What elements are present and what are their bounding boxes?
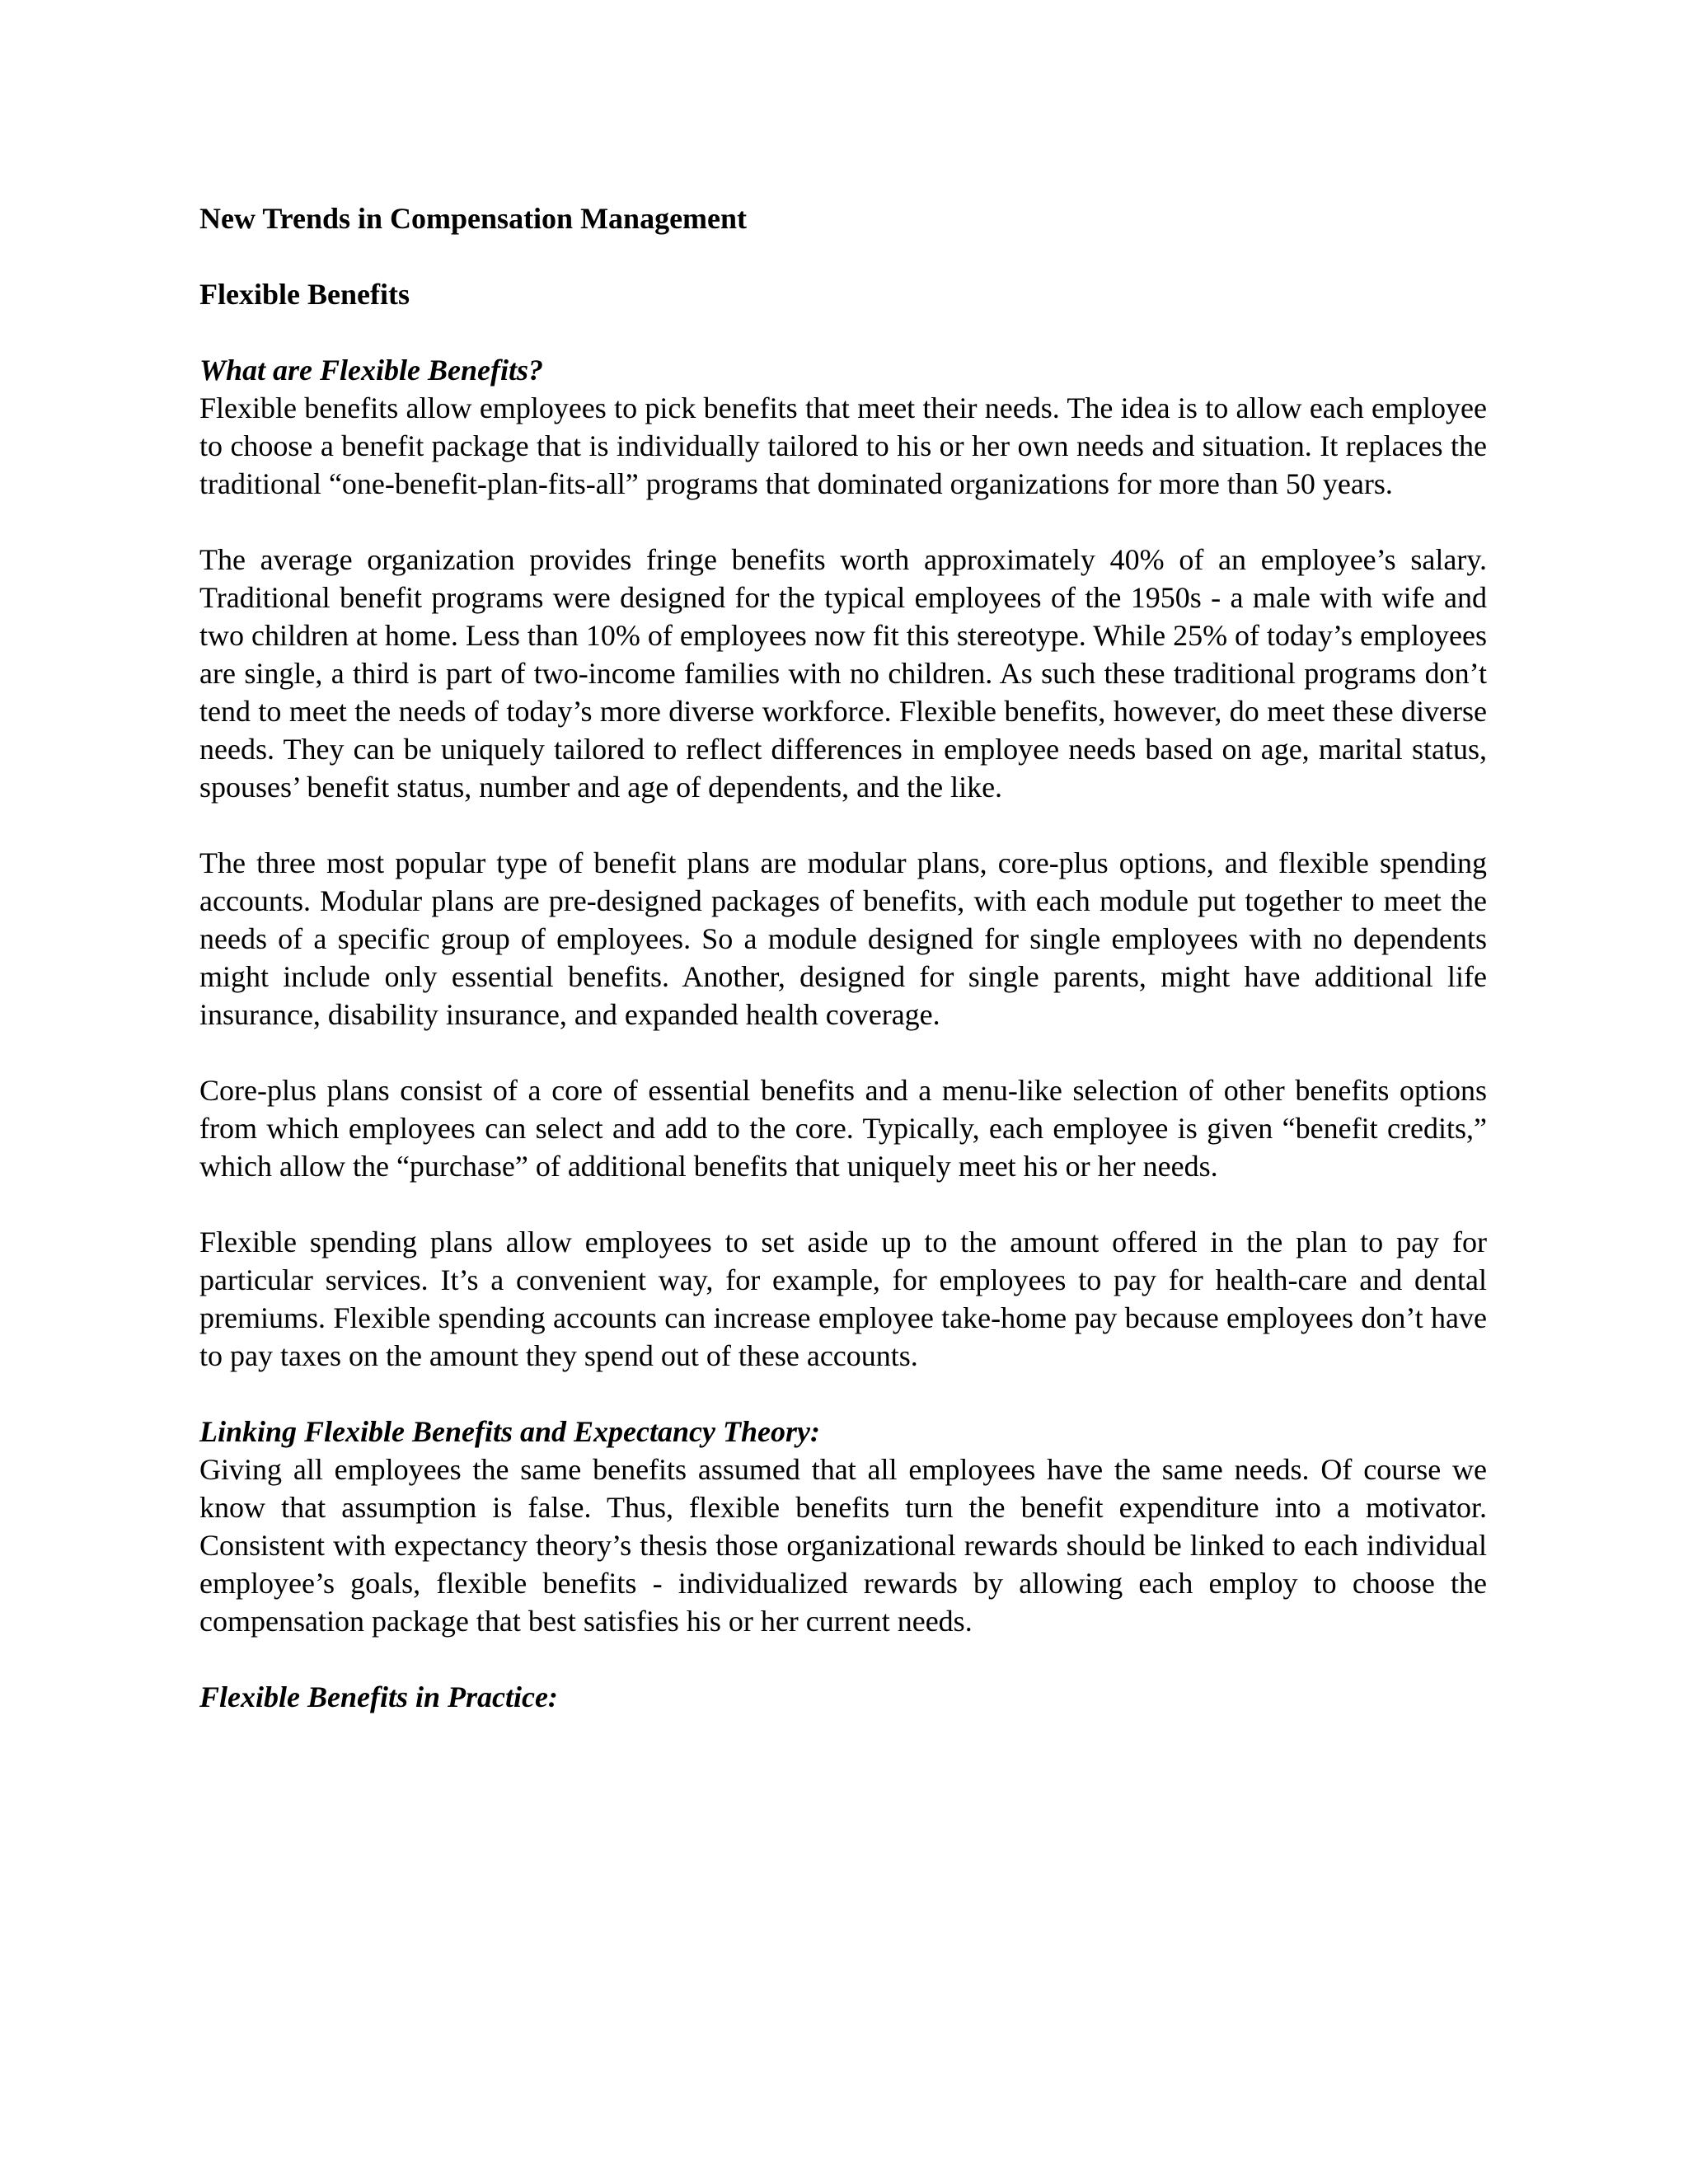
document-body	[199, 199, 1487, 1716]
paragraph: The three most popular type of benefit plans are modular plans, core-plus options, and flexible spending accounts. Modular plans are pre-designed packages of benefits, with each module put together to meet the needs of a specific group of employees. So a module designed for single employees with no dependents might include only essential benefits. Another, designed for single parents, might have additional life insurance, disability insurance, and expanded health coverage.	[199, 846, 1487, 1031]
paragraph: Core-plus plans consist of a core of essential benefits and a menu-like selection of other benefits options from which employees can select and add to the core. Typically, each employee is given “benefit credits,” which allow the “purchase” of additional benefits that uniquely meet his or her needs.	[199, 1074, 1487, 1183]
page-title: New Trends in Compensation Management	[199, 202, 748, 235]
subheading-linking-expectancy-theory: Linking Flexible Benefits and Expectancy Theory:	[199, 1415, 820, 1448]
section-title: Flexible Benefits	[199, 278, 410, 311]
subheading-flexible-benefits-in-practice: Flexible Benefits in Practice:	[199, 1680, 558, 1713]
paragraph: Flexible spending plans allow employees to set aside up to the amount offered in the plan to pay for particular services. It’s a convenient way, for example, for employees to pay for health-care and dental premiums. Flexible spending accounts can increase employee take-home pay because employees don’t have to pay taxes on the amount they spend out of these accounts.	[199, 1226, 1487, 1372]
paragraph: Flexible benefits allow employees to pick benefits that meet their needs. The idea is to allow each employee to choose a benefit package that is individually tailored to his or her own needs and situation. It replaces the traditional “one-benefit-plan-fits-all” programs that dominated organizations for more than 50 years.	[199, 391, 1487, 500]
subheading-what-are-flexible-benefits: What are Flexible Benefits?	[199, 354, 543, 387]
paragraph: The average organization provides fringe benefits worth approximately 40% of an employee’s salary. Traditional benefit programs were designed for the typical employees of the 1950s - a male with wife and two children at home. Less than 10% of employees now fit this stereotype. While 25% of today’s employees are single, a third is part of two-income families with no children. As such these traditional programs don’t tend to meet the needs of today’s more diverse workforce. Flexible benefits, however, do meet these diverse needs. They can be uniquely tailored to reflect differences in employee needs based on age, marital status, spouses’ benefit status, number and age of dependents, and the like.	[199, 543, 1487, 804]
paragraph: Giving all employees the same benefits assumed that all employees have the same needs. Of course we know that assumption is false. Thus, flexible benefits turn the benefit expenditure into a motivator. Consistent with expectancy theory’s thesis those organizational rewards should be linked to each individual employee’s goals, flexible benefits - individualized rewards by allowing each employ to choose the compensation package that best satisfies his or her current needs.	[199, 1453, 1487, 1638]
